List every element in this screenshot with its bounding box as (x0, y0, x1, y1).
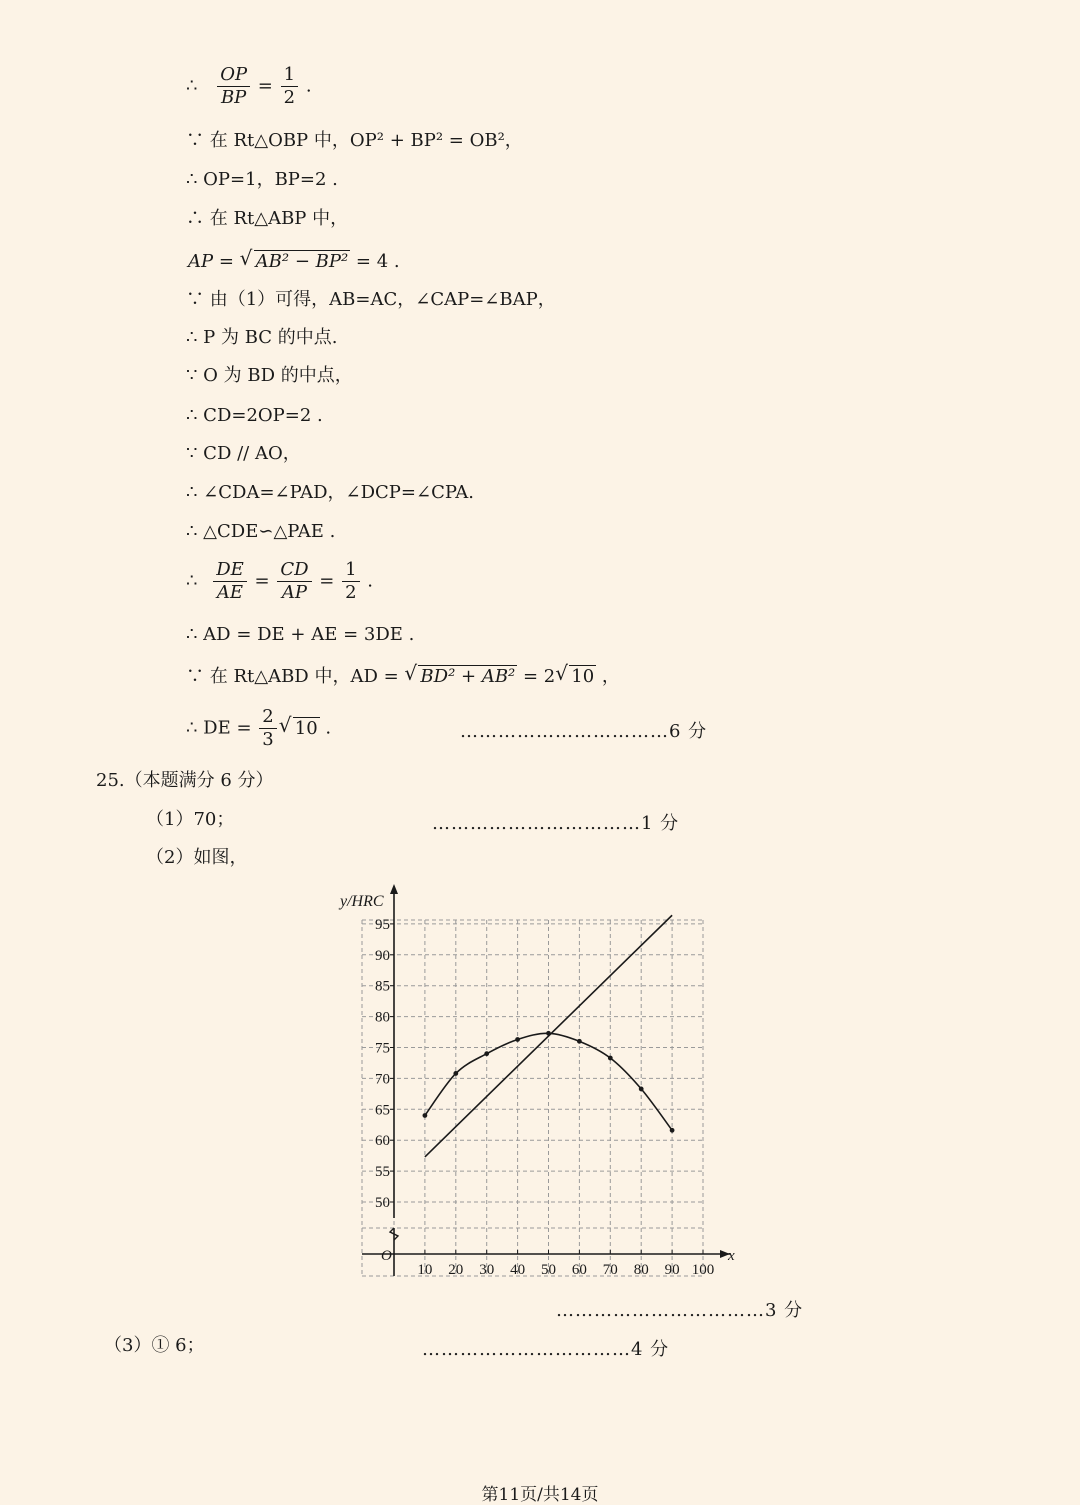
numerator: DE (213, 559, 247, 582)
page-footer: 第11页/共14页 (481, 1485, 599, 1505)
score-4: ……………………………4 分 (422, 1339, 670, 1360)
step-o-midpoint: ∵ O 为 BD 的中点， (186, 365, 353, 386)
equals: = (319, 570, 335, 592)
period: . (367, 570, 374, 592)
x-tick-label: 100 (691, 1262, 715, 1278)
y-axis-arrow (390, 884, 398, 894)
denominator: 2 (283, 87, 296, 108)
radicand: AB² − BP² (255, 251, 349, 272)
therefore-symbol: ∴ (186, 570, 198, 592)
step-ratio-op-bp (186, 64, 312, 109)
y-tick-label: 85 (375, 978, 390, 995)
numerator: OP (217, 64, 250, 87)
ad-left: ∵ 在 Rt△ABD 中，AD = (186, 666, 399, 687)
step-op-bp-values: ∴ OP=1，BP=2 . (186, 169, 338, 190)
step-cd-parallel-ao: ∵ CD // AO， (186, 443, 301, 464)
x-tick-label: 50 (541, 1262, 556, 1278)
step-from-part-1: ∵ 由（1）可得，AB=AC，∠CAP=∠BAP， (186, 289, 556, 310)
y-tick-label: 65 (375, 1102, 390, 1119)
sqrt-expression (239, 246, 351, 273)
x-tick-label: 90 (664, 1262, 680, 1278)
fraction-de-ae (213, 559, 247, 604)
chart-grid (362, 920, 703, 1276)
step-pythagoras-obp: ∵ 在 Rt△OBP 中，OP² + BP² = OB²， (186, 130, 523, 151)
de-left: ∴ DE = (186, 717, 252, 739)
step-in-abp: ∴ 在 Rt△ABP 中， (186, 208, 349, 229)
data-point (639, 1087, 644, 1092)
step-ap-value (188, 246, 400, 273)
denominator: AE (216, 582, 244, 603)
y-tick-label: 75 (375, 1040, 390, 1057)
hardness-chart (330, 880, 750, 1280)
numerator: 2 (259, 706, 276, 729)
ap-left: AP = (188, 251, 234, 272)
fraction-op-bp (217, 64, 250, 109)
score-3: ……………………………3 分 (556, 1300, 804, 1321)
denominator: 2 (345, 582, 357, 603)
period: . (305, 75, 312, 97)
y-tick-label: 90 (375, 947, 390, 964)
radical-sign: √ (404, 661, 418, 685)
score-6: ……………………………6 分 (460, 721, 708, 742)
y-axis-label: y/HRC (340, 893, 384, 910)
step-similar-triangles: ∴ △CDE∽△PAE . (186, 521, 336, 542)
radicand: 10 (294, 717, 318, 739)
step-ratio-de-ae (186, 559, 373, 604)
equals: = (254, 570, 270, 592)
fraction-two-thirds (259, 706, 276, 751)
data-point (423, 1113, 428, 1118)
data-point (670, 1128, 675, 1133)
therefore-symbol: ∴ (186, 75, 198, 97)
x-tick-label: 60 (571, 1262, 587, 1278)
x-tick-label: 80 (633, 1262, 649, 1278)
numerator: 1 (342, 559, 359, 582)
fraction-cd-ap (277, 559, 311, 604)
x-tick-label: 30 (479, 1262, 495, 1278)
period: . (325, 717, 332, 739)
denominator: 3 (262, 729, 274, 750)
chart-axes (362, 884, 730, 1276)
ap-right: = 4 . (355, 251, 400, 272)
equals: = (257, 75, 273, 97)
fraction-one-half (281, 64, 298, 109)
step-de-value (186, 706, 331, 751)
y-tick-label: 50 (375, 1195, 390, 1211)
data-point (515, 1037, 520, 1042)
q25-part2: （2）如图， (146, 847, 248, 868)
radical-sign: √ (278, 712, 292, 737)
q25-part1: （1）70； (146, 809, 235, 830)
step-ad-equals-3de: ∴ AD = DE + AE = 3DE . (186, 624, 415, 645)
x-tick-label: 40 (510, 1262, 526, 1278)
y-tick-labels (375, 917, 394, 1211)
y-tick-label: 80 (375, 1009, 390, 1026)
step-ad-value (186, 661, 620, 688)
comma: ， (601, 666, 620, 687)
data-point (577, 1039, 582, 1044)
denominator: AP (281, 582, 307, 603)
data-point (608, 1056, 613, 1061)
ad-mid: = 2 (523, 666, 556, 687)
x-axis-label: x (728, 1248, 735, 1264)
numerator: CD (277, 559, 311, 582)
y-tick-label: 95 (375, 916, 390, 933)
sqrt-ten (555, 661, 596, 688)
x-tick-label: 20 (448, 1262, 464, 1278)
data-point (484, 1051, 489, 1056)
radicand: BD² + AB² (420, 666, 516, 687)
q25-part3: （3）① 6； (104, 1335, 205, 1356)
y-tick-label: 60 (375, 1133, 390, 1150)
step-angles-equal: ∴ ∠CDA=∠PAD，∠DCP=∠CPA. (186, 482, 475, 503)
fraction-one-half (342, 559, 359, 604)
x-tick-label: 70 (602, 1262, 618, 1278)
question-25-heading: 25.（本题满分 6 分） (96, 770, 274, 791)
x-tick-label: 10 (417, 1262, 433, 1278)
radical-sign: √ (239, 246, 253, 270)
radical-sign: √ (555, 661, 569, 685)
score-1: ……………………………1 分 (432, 813, 680, 834)
sqrt-ten (278, 712, 320, 740)
y-tick-label: 70 (375, 1071, 390, 1088)
radicand: 10 (571, 666, 595, 687)
origin-label: O (381, 1248, 392, 1264)
denominator: BP (220, 87, 247, 108)
step-p-midpoint: ∴ P 为 BC 的中点. (186, 327, 338, 348)
sqrt-expression (404, 661, 517, 688)
step-cd-value: ∴ CD=2OP=2 . (186, 405, 323, 426)
numerator: 1 (281, 64, 298, 87)
y-tick-label: 55 (375, 1164, 390, 1181)
data-point (453, 1071, 458, 1076)
